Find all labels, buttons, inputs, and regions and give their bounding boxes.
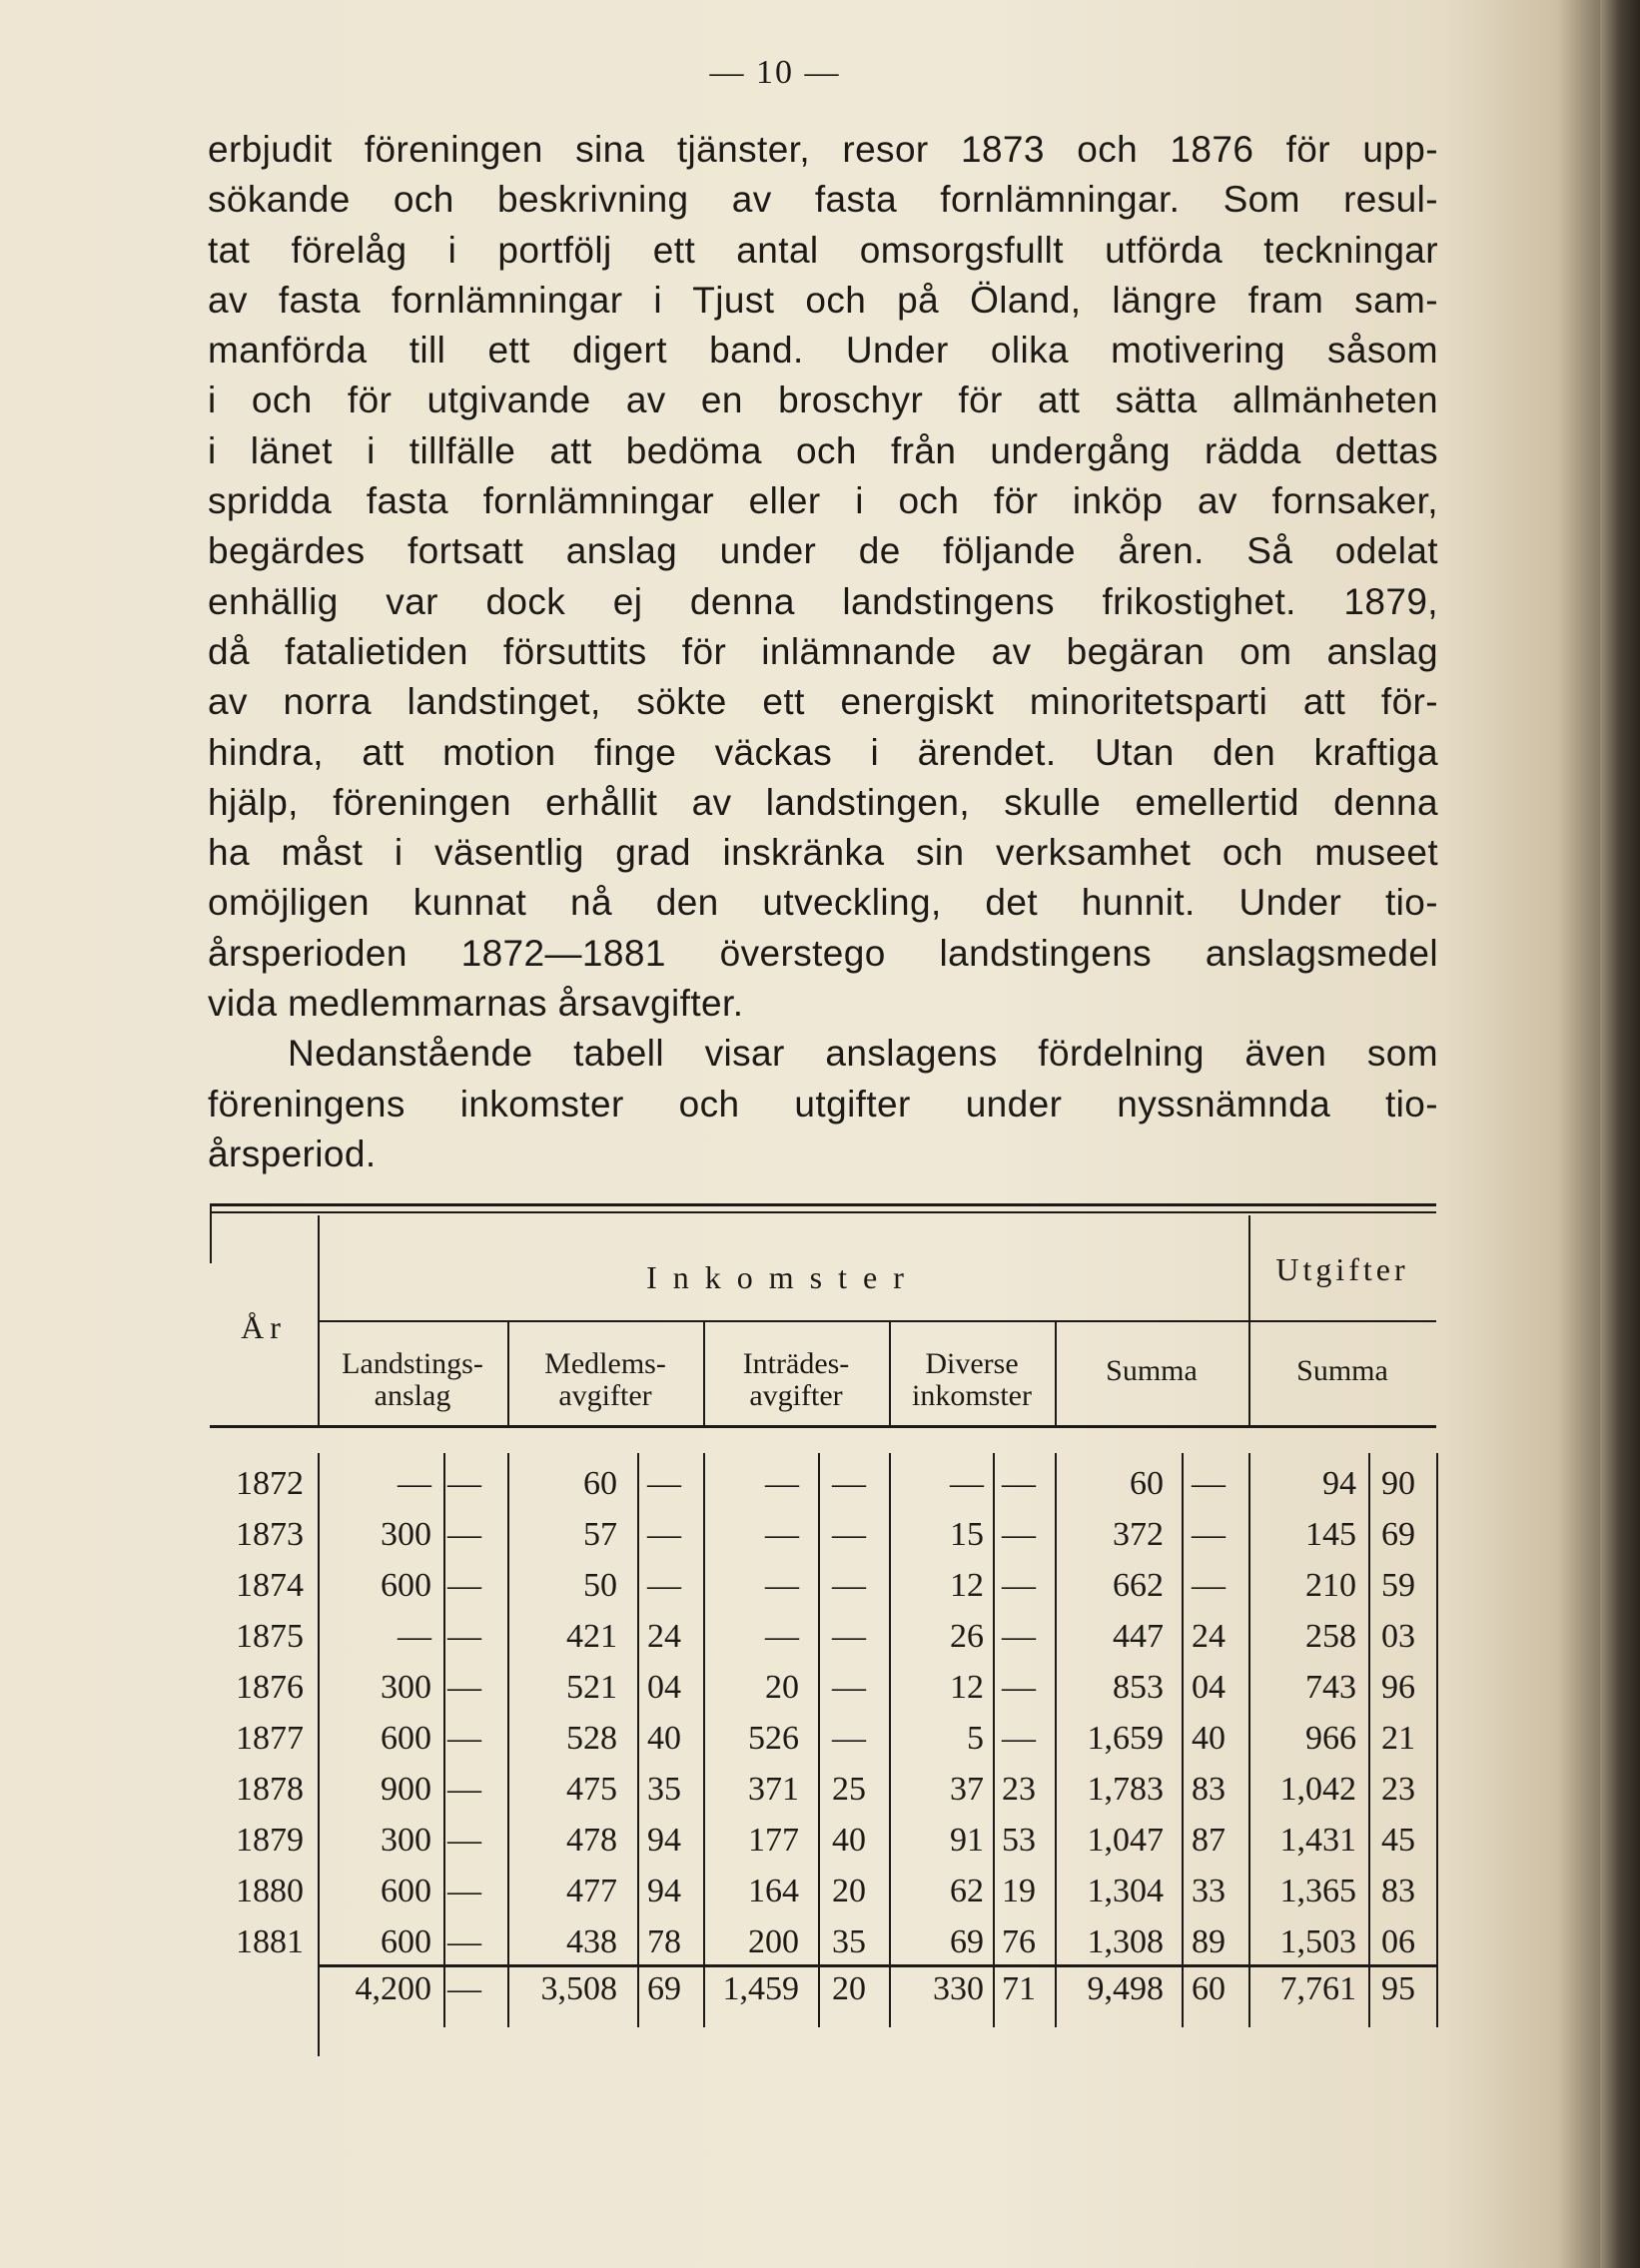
table-column-line (1436, 1967, 1438, 2027)
sum-kronor-cell: 1,304 (1087, 1873, 1164, 1909)
sum-kronor-cell: 447 (1113, 1618, 1164, 1655)
utg-kronor-cell: 743 (1305, 1669, 1356, 1706)
land-kronor-cell: 600 (381, 1567, 431, 1604)
table-column-line (703, 1453, 705, 2016)
utg-ore-cell: 23 (1381, 1771, 1415, 1808)
med-ore-cell: — (647, 1516, 681, 1553)
int-ore-cell: 35 (832, 1923, 866, 1960)
land-total-kronor: 4,200 (355, 1970, 431, 2007)
land-ore-cell: — (447, 1465, 481, 1502)
text-line: ha måst i väsentlig grad inskränka sin verksamhet och museet (208, 832, 1438, 874)
div-ore-cell: — (1002, 1720, 1036, 1757)
int-kronor-cell: 177 (748, 1822, 799, 1859)
int-ore-cell: 40 (832, 1822, 866, 1859)
sum-kronor-cell: 1,659 (1087, 1720, 1164, 1757)
utg-ore-cell: 90 (1381, 1465, 1415, 1502)
div-kronor-cell: 15 (950, 1516, 984, 1553)
div-ore-cell: 19 (1002, 1873, 1036, 1909)
table-column-line (993, 1967, 995, 2027)
utg-kronor-cell: 210 (1305, 1567, 1356, 1604)
year-cell: 1881 (236, 1923, 304, 1960)
utg-kronor-cell: 258 (1305, 1618, 1356, 1655)
text-line: av fasta fornlämningar i Tjust och på Öland, längre fram sam- (208, 279, 1438, 321)
utg-kronor-cell: 1,503 (1279, 1923, 1356, 1960)
sum-ore-cell: 33 (1192, 1873, 1226, 1909)
div-ore-cell: 76 (1002, 1923, 1036, 1960)
text-line: Nedanstående tabell visar anslagens fördelning även som (288, 1033, 1438, 1075)
table-column-line (637, 1453, 639, 2016)
sum-ore-cell: 40 (1192, 1720, 1226, 1757)
utg-ore-cell: 83 (1381, 1873, 1415, 1909)
med-ore-cell: — (647, 1567, 681, 1604)
utg-ore-cell: 59 (1381, 1567, 1415, 1604)
header-year: År (241, 1309, 287, 1345)
utg-total-ore: 95 (1381, 1970, 1415, 2007)
int-ore-cell: — (832, 1618, 866, 1655)
land-ore-cell: — (447, 1771, 481, 1808)
table-column-line (318, 1215, 320, 1425)
table-column-line (1182, 1453, 1184, 2016)
text-line: i länet i tillfälle att bedöma och från undergång rädda dettas (208, 429, 1438, 471)
text-line: hjälp, föreningen erhållit av landstingen, skulle emellertid denna (208, 781, 1438, 823)
text-line: omöjligen kunnat nå den utveckling, det hunnit. Under tio- (208, 882, 1438, 924)
land-kronor-cell: 900 (381, 1771, 431, 1808)
int-ore-cell: — (832, 1669, 866, 1706)
body-text (208, 125, 1438, 1179)
header-inkomster-summa: Summa (1106, 1354, 1198, 1387)
table-column-line (507, 1322, 509, 1425)
table-column-line (1055, 1453, 1057, 2016)
table-column-line (443, 1967, 445, 2027)
table-column-line (210, 1203, 212, 1263)
book-spine (1600, 0, 1640, 2268)
div-kronor-cell: 12 (950, 1669, 984, 1706)
header-medlemsavgifter-line2: avgifter (558, 1378, 652, 1412)
med-kronor-cell: 60 (583, 1465, 617, 1502)
sum-ore-cell: — (1192, 1516, 1226, 1553)
div-total-kronor: 330 (933, 1970, 984, 2007)
year-cell: 1879 (236, 1822, 304, 1859)
int-total-ore: 20 (832, 1970, 866, 2007)
int-ore-cell: — (832, 1567, 866, 1604)
sum-ore-cell: 83 (1192, 1771, 1226, 1808)
int-kronor-cell: 526 (748, 1720, 799, 1757)
sum-kronor-cell: 60 (1130, 1465, 1164, 1502)
int-kronor-cell: 200 (748, 1923, 799, 1960)
land-kronor-cell: 600 (381, 1720, 431, 1757)
table-column-line (818, 1453, 820, 2016)
sum-ore-cell: 89 (1192, 1923, 1226, 1960)
int-kronor-cell: — (765, 1465, 799, 1502)
land-kronor-cell: 600 (381, 1923, 431, 1960)
med-kronor-cell: 528 (566, 1720, 617, 1757)
utg-ore-cell: 96 (1381, 1669, 1415, 1706)
div-kronor-cell: 69 (950, 1923, 984, 1960)
land-ore-cell: — (447, 1822, 481, 1859)
header-landstingsanslag-line1: Landstings- (342, 1347, 483, 1380)
header-landstingsanslag (318, 1348, 507, 1411)
table-column-line (507, 1453, 509, 2016)
text-line: tat förelåg i portfölj ett antal omsorgsfullt utförda teckningar (208, 229, 1438, 271)
text-line: begärdes fortsatt anslag under de följande åren. Så odelat (208, 530, 1438, 572)
year-cell: 1873 (236, 1516, 304, 1553)
text-line: erbjudit föreningen sina tjänster, resor 1873 och 1876 för upp- (208, 129, 1438, 170)
land-ore-cell: — (447, 1516, 481, 1553)
land-kronor-cell: — (398, 1465, 431, 1502)
div-ore-cell: — (1002, 1669, 1036, 1706)
div-ore-cell: — (1002, 1516, 1036, 1553)
land-kronor-cell: 300 (381, 1516, 431, 1553)
table-column-line (443, 1453, 445, 2016)
med-ore-cell: 24 (647, 1618, 681, 1655)
med-ore-cell: 35 (647, 1771, 681, 1808)
int-kronor-cell: 20 (765, 1669, 799, 1706)
utg-kronor-cell: 94 (1322, 1465, 1356, 1502)
table-column-line (889, 1967, 891, 2027)
sum-total-kronor: 9,498 (1087, 1970, 1164, 2007)
header-diverse-inkomster (889, 1348, 1055, 1411)
med-kronor-cell: 521 (566, 1669, 617, 1706)
paragraph-1 (208, 125, 1438, 1029)
table-column-line (1368, 1967, 1370, 2027)
table-rule (210, 1211, 1436, 1213)
sum-ore-cell: 87 (1192, 1822, 1226, 1859)
table-column-line (1248, 1215, 1250, 1425)
med-kronor-cell: 475 (566, 1771, 617, 1808)
table-column-line (889, 1453, 891, 2016)
header-medlemsavgifter (507, 1348, 703, 1411)
sum-ore-cell: 24 (1192, 1618, 1226, 1655)
med-ore-cell: 94 (647, 1822, 681, 1859)
med-kronor-cell: 57 (583, 1516, 617, 1553)
land-kronor-cell: 600 (381, 1873, 431, 1909)
header-inkomster: Inkomster (646, 1259, 920, 1295)
text-line: enhällig var dock ej denna landstingens frikostighet. 1879, (208, 580, 1438, 622)
int-kronor-cell: 371 (748, 1771, 799, 1808)
table-column-line (1055, 1967, 1057, 2027)
int-ore-cell: — (832, 1465, 866, 1502)
utg-kronor-cell: 1,042 (1279, 1771, 1356, 1808)
div-kronor-cell: 5 (967, 1720, 984, 1757)
sum-kronor-cell: 1,047 (1087, 1822, 1164, 1859)
header-diverse-line1: Diverse (925, 1347, 1019, 1380)
year-cell: 1876 (236, 1669, 304, 1706)
text-line: av norra landstinget, sökte ett energiskt minoritetsparti att för- (208, 681, 1438, 723)
land-total-ore: — (447, 1970, 481, 2007)
utg-ore-cell: 06 (1381, 1923, 1415, 1960)
utg-ore-cell: 21 (1381, 1720, 1415, 1757)
text-line: spridda fasta fornlämningar eller i och för inköp av fornsaker, (208, 480, 1438, 522)
div-ore-cell: 53 (1002, 1822, 1036, 1859)
table-column-line (703, 1967, 705, 2027)
int-ore-cell: 20 (832, 1873, 866, 1909)
int-kronor-cell: 164 (748, 1873, 799, 1909)
header-intradesavgifter-line2: avgifter (749, 1378, 843, 1412)
header-intradesavgifter-line1: Inträdes- (742, 1347, 850, 1380)
year-cell: 1880 (236, 1873, 304, 1909)
year-cell: 1875 (236, 1618, 304, 1655)
table-rule (318, 1320, 1436, 1322)
land-kronor-cell: — (398, 1618, 431, 1655)
land-kronor-cell: 300 (381, 1822, 431, 1859)
div-kronor-cell: 91 (950, 1822, 984, 1859)
med-ore-cell: 94 (647, 1873, 681, 1909)
text-line: hindra, att motion finge väckas i ärendet. Utan den kraftiga (208, 731, 1438, 773)
table-column-line (993, 1453, 995, 2016)
utg-ore-cell: 69 (1381, 1516, 1415, 1553)
year-cell: 1874 (236, 1567, 304, 1604)
text-line: manförda till ett digert band. Under olika motivering såsom (208, 330, 1438, 372)
med-ore-cell: 78 (647, 1923, 681, 1960)
paragraph-2 (208, 1029, 1438, 1179)
table-column-line (1055, 1322, 1057, 1425)
sum-kronor-cell: 1,308 (1087, 1923, 1164, 1960)
int-kronor-cell: — (765, 1516, 799, 1553)
land-ore-cell: — (447, 1873, 481, 1909)
med-kronor-cell: 478 (566, 1822, 617, 1859)
div-ore-cell: — (1002, 1618, 1036, 1655)
land-ore-cell: — (447, 1669, 481, 1706)
utg-kronor-cell: 1,365 (1279, 1873, 1356, 1909)
int-ore-cell: — (832, 1720, 866, 1757)
land-ore-cell: — (447, 1923, 481, 1960)
med-total-kronor: 3,508 (540, 1970, 617, 2007)
med-ore-cell: — (647, 1465, 681, 1502)
div-total-ore: 71 (1002, 1970, 1036, 2007)
table-column-line (889, 1322, 891, 1425)
table-column-line (507, 1967, 509, 2027)
sum-ore-cell: — (1192, 1567, 1226, 1604)
div-ore-cell: 23 (1002, 1771, 1036, 1808)
text-line: föreningens inkomster och utgifter under nyssnämnda tio- (208, 1083, 1438, 1125)
sum-total-ore: 60 (1192, 1970, 1226, 2007)
utg-kronor-cell: 145 (1305, 1516, 1356, 1553)
div-kronor-cell: 37 (950, 1771, 984, 1808)
header-medlemsavgifter-line1: Medlems- (544, 1347, 666, 1380)
table-column-line (1248, 1453, 1250, 2016)
table-column-line (1248, 1967, 1250, 2027)
header-utgifter: Utgifter (1275, 1251, 1409, 1287)
sum-kronor-cell: 853 (1113, 1669, 1164, 1706)
header-landstingsanslag-line2: anslag (374, 1378, 451, 1412)
sum-kronor-cell: 1,783 (1087, 1771, 1164, 1808)
sum-kronor-cell: 372 (1113, 1516, 1164, 1553)
med-kronor-cell: 477 (566, 1873, 617, 1909)
utg-kronor-cell: 1,431 (1279, 1822, 1356, 1859)
utg-total-kronor: 7,761 (1279, 1970, 1356, 2007)
table-column-line (637, 1967, 639, 2027)
table-column-line (1436, 1453, 1438, 2016)
div-kronor-cell: 26 (950, 1618, 984, 1655)
utg-kronor-cell: 966 (1305, 1720, 1356, 1757)
sum-ore-cell: — (1192, 1465, 1226, 1502)
int-ore-cell: 25 (832, 1771, 866, 1808)
land-ore-cell: — (447, 1567, 481, 1604)
med-kronor-cell: 438 (566, 1923, 617, 1960)
header-utgifter-summa: Summa (1296, 1354, 1388, 1387)
div-kronor-cell: — (950, 1465, 984, 1502)
header-diverse-line2: inkomster (912, 1378, 1032, 1412)
utg-ore-cell: 45 (1381, 1822, 1415, 1859)
int-total-kronor: 1,459 (722, 1970, 799, 2007)
utg-ore-cell: 03 (1381, 1618, 1415, 1655)
text-line: då fatalietiden försuttits för inlämnande av begäran om anslag (208, 630, 1438, 672)
table-column-line (1368, 1453, 1370, 2016)
table-column-line (318, 1453, 320, 2056)
year-cell: 1878 (236, 1771, 304, 1808)
div-ore-cell: — (1002, 1567, 1036, 1604)
page-number: — 10 — (709, 54, 841, 91)
table-column-line (818, 1967, 820, 2027)
year-cell: 1877 (236, 1720, 304, 1757)
sum-kronor-cell: 662 (1113, 1567, 1164, 1604)
table-column-line (703, 1322, 705, 1425)
header-intradesavgifter (703, 1348, 889, 1411)
text-line: årsperioden 1872—1881 överstego landstingens anslagsmedel (208, 932, 1438, 974)
land-kronor-cell: 300 (381, 1669, 431, 1706)
med-kronor-cell: 50 (583, 1567, 617, 1604)
table-rule (318, 1964, 1436, 1967)
land-ore-cell: — (447, 1720, 481, 1757)
text-line: sökande och beskrivning av fasta fornlämningar. Som resul- (208, 179, 1438, 221)
text-line: årsperiod. (208, 1133, 377, 1174)
med-ore-cell: 40 (647, 1720, 681, 1757)
int-ore-cell: — (832, 1516, 866, 1553)
land-ore-cell: — (447, 1618, 481, 1655)
table-rule (210, 1203, 1436, 1206)
div-ore-cell: — (1002, 1465, 1036, 1502)
table-rule (210, 1425, 1436, 1428)
med-ore-cell: 04 (647, 1669, 681, 1706)
table-column-line (1182, 1967, 1184, 2027)
int-kronor-cell: — (765, 1618, 799, 1655)
med-kronor-cell: 421 (566, 1618, 617, 1655)
med-total-ore: 69 (647, 1970, 681, 2007)
div-kronor-cell: 12 (950, 1567, 984, 1604)
text-line: i och för utgivande av en broschyr för att sätta allmänheten (208, 379, 1438, 421)
year-cell: 1872 (236, 1465, 304, 1502)
int-kronor-cell: — (765, 1567, 799, 1604)
sum-ore-cell: 04 (1192, 1669, 1226, 1706)
text-line: vida medlemmarnas årsavgifter. (208, 983, 744, 1025)
div-kronor-cell: 62 (950, 1873, 984, 1909)
